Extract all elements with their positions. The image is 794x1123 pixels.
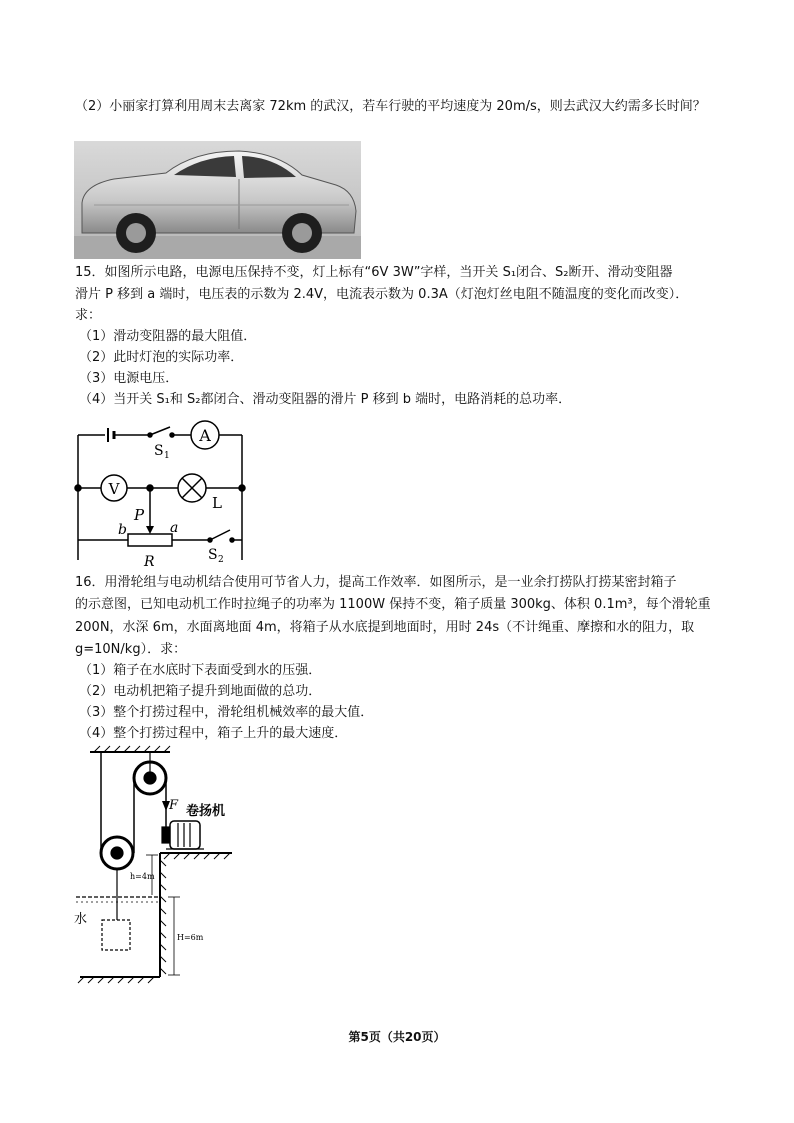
q15-item-4: （4）当开关 S₁和 S₂都闭合、滑动变阻器的滑片 P 移到 b 端时，电路消耗的总功率． <box>79 392 572 407</box>
ammeter-label: A <box>199 426 211 445</box>
q15-item-1: （1）滑动变阻器的最大阻值． <box>79 329 257 344</box>
q15-line3: 求： <box>75 308 102 323</box>
q16-line1: 16．用滑轮组与电动机结合使用可节省人力，提高工作效率．如图所示，是一业余打捞队打捞某密封箱子 <box>75 575 677 590</box>
q16-line3: 200N，水深 6m，水面离地面 4m，将箱子从水底提到地面时，用时 24s（不计绳重、摩擦和水的阻力，取 <box>75 620 695 635</box>
force-f-label: F <box>169 798 179 813</box>
s2-subscript: 2 <box>218 555 224 565</box>
q14-part2: （2）小丽家打算利用周末去离家 72km 的武汉，若车行驶的平均速度为 20m/s，则去武汉大约需多长时间？ <box>75 99 706 114</box>
q16-line4: g=10N/kg）．求： <box>75 642 187 657</box>
page-footer <box>0 1028 794 1045</box>
q16-line2: 的示意图，已知电动机工作时拉绳子的功率为 1100W 保持不变，箱子质量 300kg、体积 0.1m³，每个滑轮重 <box>75 597 711 612</box>
q16-item-2: （2）电动机把箱子提升到地面做的总功． <box>79 684 322 699</box>
footer-total-pages: 20 <box>404 1030 422 1044</box>
q15-line2: 滑片 P 移到 a 端时，电压表的示数为 2.4V，电流表示数为 0.3A（灯泡灯丝电阻不随温度的变化而改变）． <box>75 287 689 302</box>
q16-item-4: （4）整个打捞过程中，箱子上升的最大速度． <box>79 726 348 741</box>
lamp-label: L <box>212 494 222 512</box>
water-label: 水 <box>74 912 88 927</box>
voltmeter-label: V <box>108 480 120 498</box>
depth-H-label: H=6m <box>177 933 204 942</box>
end-a-label: a <box>170 520 179 536</box>
rheostat-label: R <box>144 554 155 570</box>
pulley-diagram <box>70 745 245 985</box>
footer-suffix: 页） <box>421 1030 446 1044</box>
q15-item-2: （2）此时灯泡的实际功率． <box>79 350 244 365</box>
end-b-label: b <box>118 522 127 538</box>
s2-label: S <box>208 547 218 563</box>
s1-subscript: 1 <box>164 451 170 461</box>
winch-label: 卷扬机 <box>186 804 226 819</box>
q16-item-1: （1）箱子在水底时下表面受到水的压强． <box>79 663 322 678</box>
footer-prefix: 第 <box>348 1030 361 1044</box>
height-h-label: h=4m <box>130 872 155 881</box>
q15-item-3: （3）电源电压． <box>79 371 179 386</box>
circuit-diagram <box>70 420 250 570</box>
footer-page-number: 5 <box>360 1030 369 1044</box>
q15-line1: 15．如图所示电路，电源电压保持不变，灯上标有“6V 3W”字样，当开关 S₁闭合、S₂断开、滑动变阻器 <box>75 265 673 280</box>
slider-p-label: P <box>134 506 145 524</box>
footer-mid: 页（共 <box>368 1030 405 1044</box>
car-photo <box>74 141 361 259</box>
s1-label: S <box>154 443 164 459</box>
q16-item-3: （3）整个打捞过程中，滑轮组机械效率的最大值． <box>79 705 374 720</box>
